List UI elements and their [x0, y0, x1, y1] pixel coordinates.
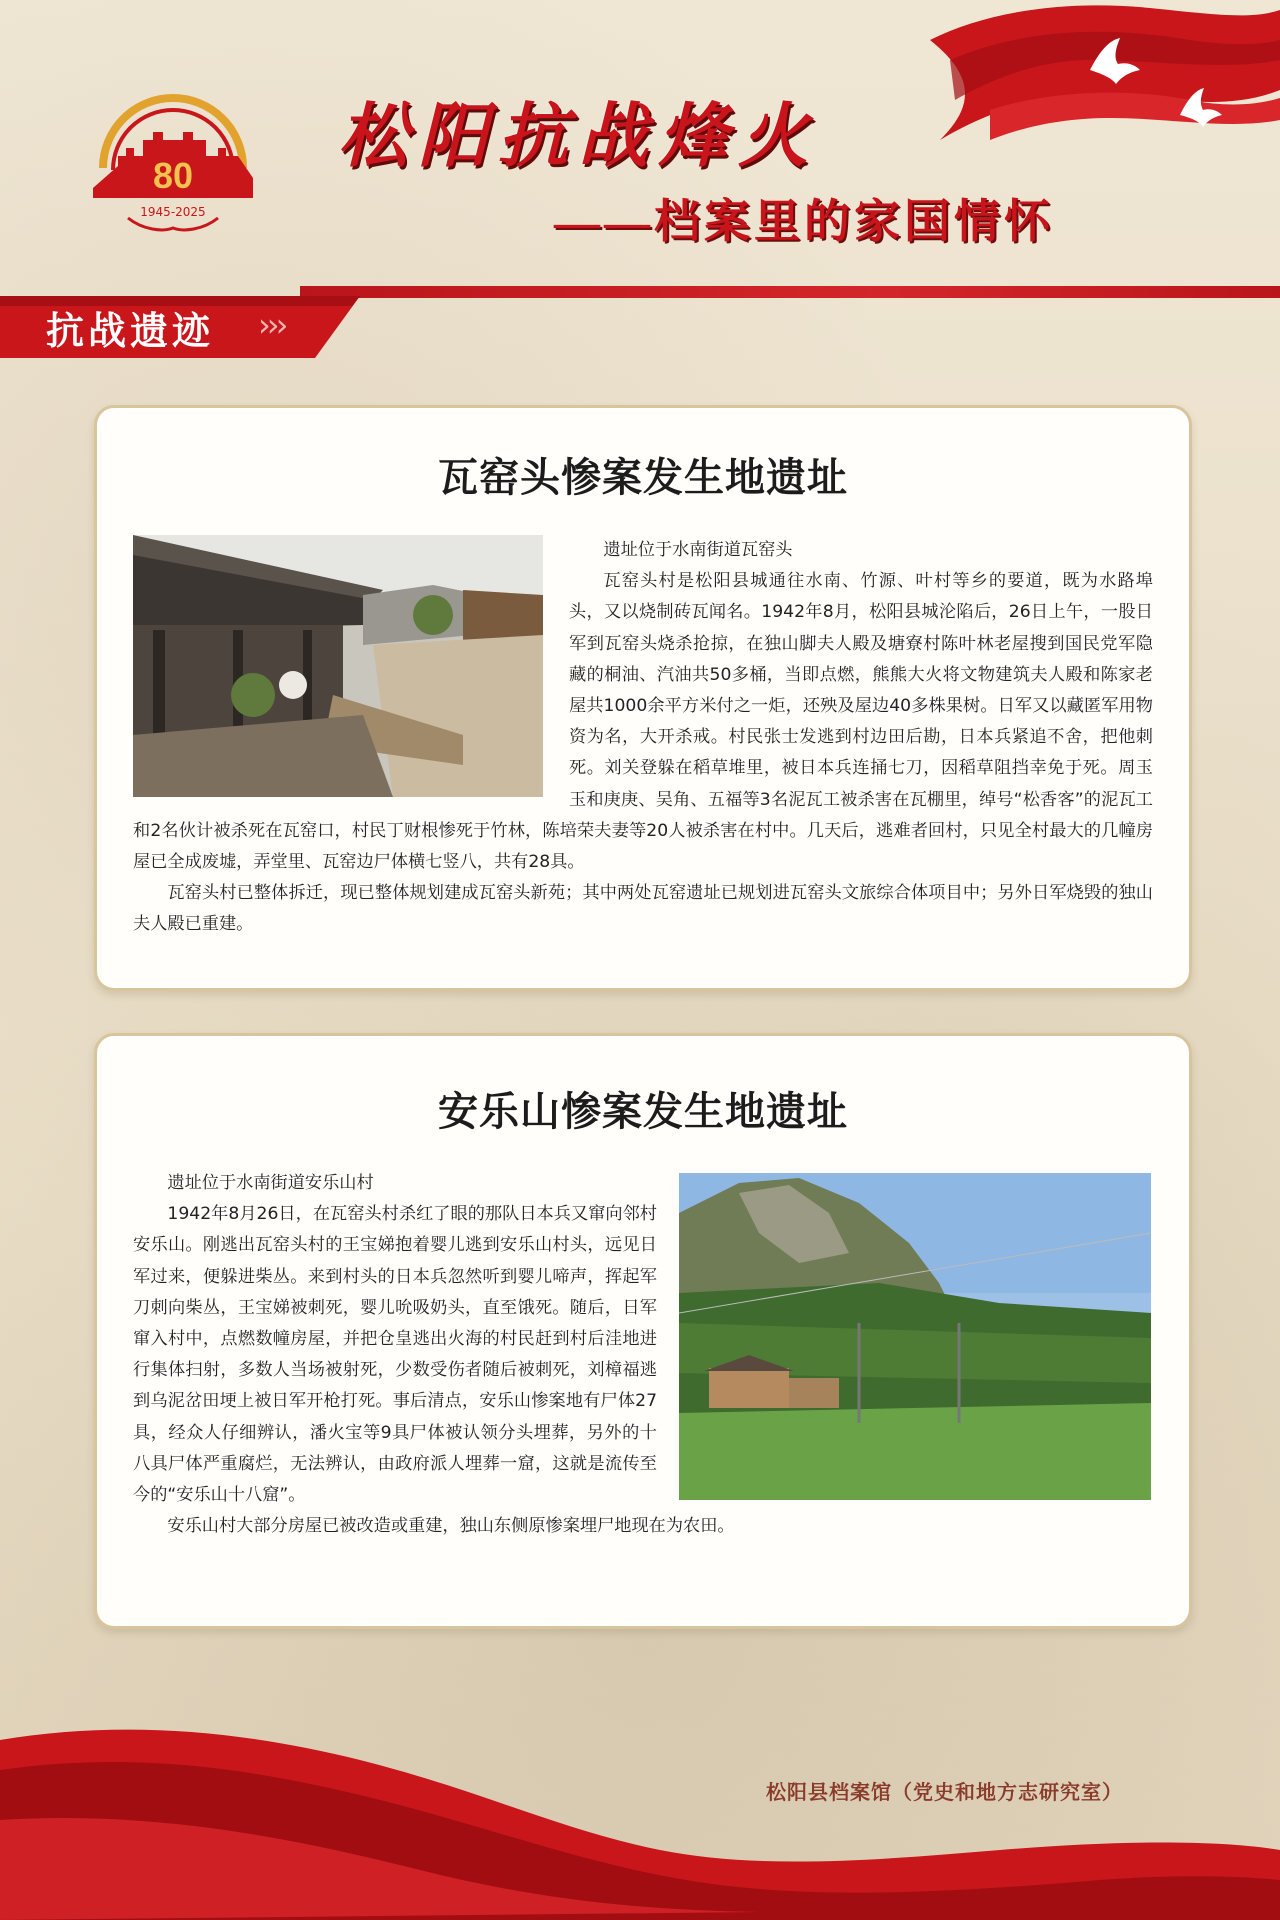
page-subtitle: ——档案里的家国情怀 — [554, 196, 1054, 247]
mountain-village-photo — [679, 1173, 1151, 1500]
site-card-wayaotou — [94, 405, 1192, 991]
red-ribbon-bottom-decoration — [0, 1700, 1280, 1920]
site-location: 遗址位于水南街道瓦窑头 — [603, 540, 793, 560]
site-status: 瓦窑头村已整体拆迁，现已整体规划建成瓦窑头新苑；其中两处瓦窑遗址已规划进瓦窑头文旅综合体项目中；另外日军烧毁的独山夫人殿已重建。 — [133, 883, 1153, 935]
site-card-anleshan — [94, 1033, 1192, 1629]
site-location: 遗址位于水南街道安乐山村 — [167, 1173, 374, 1193]
red-ribbon-top-decoration — [930, 0, 1280, 150]
section-label: 抗战遗迹 — [46, 311, 215, 353]
chevron-right-icon: ››› — [258, 306, 285, 344]
card-title: 瓦窑头惨案发生地遗址 — [438, 455, 848, 501]
village-street-photo — [133, 535, 543, 797]
site-status: 安乐山村大部分房屋已被改造或重建，独山东侧原惨案埋尸地现在为农田。 — [167, 1516, 735, 1537]
svg-text:80: 80 — [152, 155, 194, 196]
anniversary-logo-icon — [88, 88, 258, 238]
svg-text:1945-2025: 1945-2025 — [140, 205, 206, 219]
site-history: 瓦窑头村是松阳县城通往水南、竹源、叶村等乡的要道，既为水路埠头，又以烧制砖瓦闻名。1942年8月，松阳县城沦陷后，26日上午，一股日军到瓦窑头烧杀抢掠，在独山脚夫人殿及塘寮村陈叶林老屋搜到国民党军隐藏的桐油、汽油共50多桶，当即点燃，熊熊大火将文物建筑夫人殿和陈家老屋共1000余平方米付之一炬，还殃及屋边40多株果树。日军又以藏匿军用物资为名，大开杀戒。村民张士发逃到村边田后勘，日本兵紧追不舍，把他刺死。刘关登躲在稻草堆里，被日本兵连捅七刀，因稻草阻挡幸免于死。周玉玉和庚庚、吴角、五福等3名泥瓦工被杀害在瓦棚里，绰号“松香客”的泥瓦工和2名伙计被杀死在瓦窑口，村民丁财根惨死于竹林，陈培荣夫妻等20人被杀害在村中。几天后，逃难者回村，只见全村最大的几幢房屋已全成废墟，弄堂里、瓦窑边尸体横七竖八，共有28具。 — [133, 571, 1153, 873]
header-divider — [300, 286, 1280, 298]
page-title: 松阳抗战烽火 — [338, 99, 818, 176]
card-title: 安乐山惨案发生地遗址 — [438, 1089, 848, 1135]
publisher-credit: 松阳县档案馆（党史和地方志研究室） — [766, 1780, 1123, 1804]
site-history: 1942年8月26日，在瓦窑头村杀红了眼的那队日本兵又窜向邻村安乐山。刚逃出瓦窑头村的王宝娣抱着婴儿逃到安乐山村头，远见日军过来，便躲进柴丛。来到村头的日本兵忽然听到婴儿啼声，挥起军刀刺向柴丛，王宝娣被刺死，婴儿吮吸奶头，直至饿死。随后，日军窜入村中，点燃数幢房屋，并把仓皇逃出火海的村民赶到村后洼地进行集体扫射，多数人当场被射死，少数受伤者随后被刺死，刘樟福逃到乌泥岔田埂上被日军开枪打死。事后清点，安乐山惨案地有尸体27具，经众人仔细辨认，潘火宝等9具尸体被认领分头埋葬，另外的十八具尸体严重腐烂，无法辨认，由政府派人埋葬一窟，这就是流传至今的“安乐山十八窟”。 — [133, 1204, 657, 1506]
